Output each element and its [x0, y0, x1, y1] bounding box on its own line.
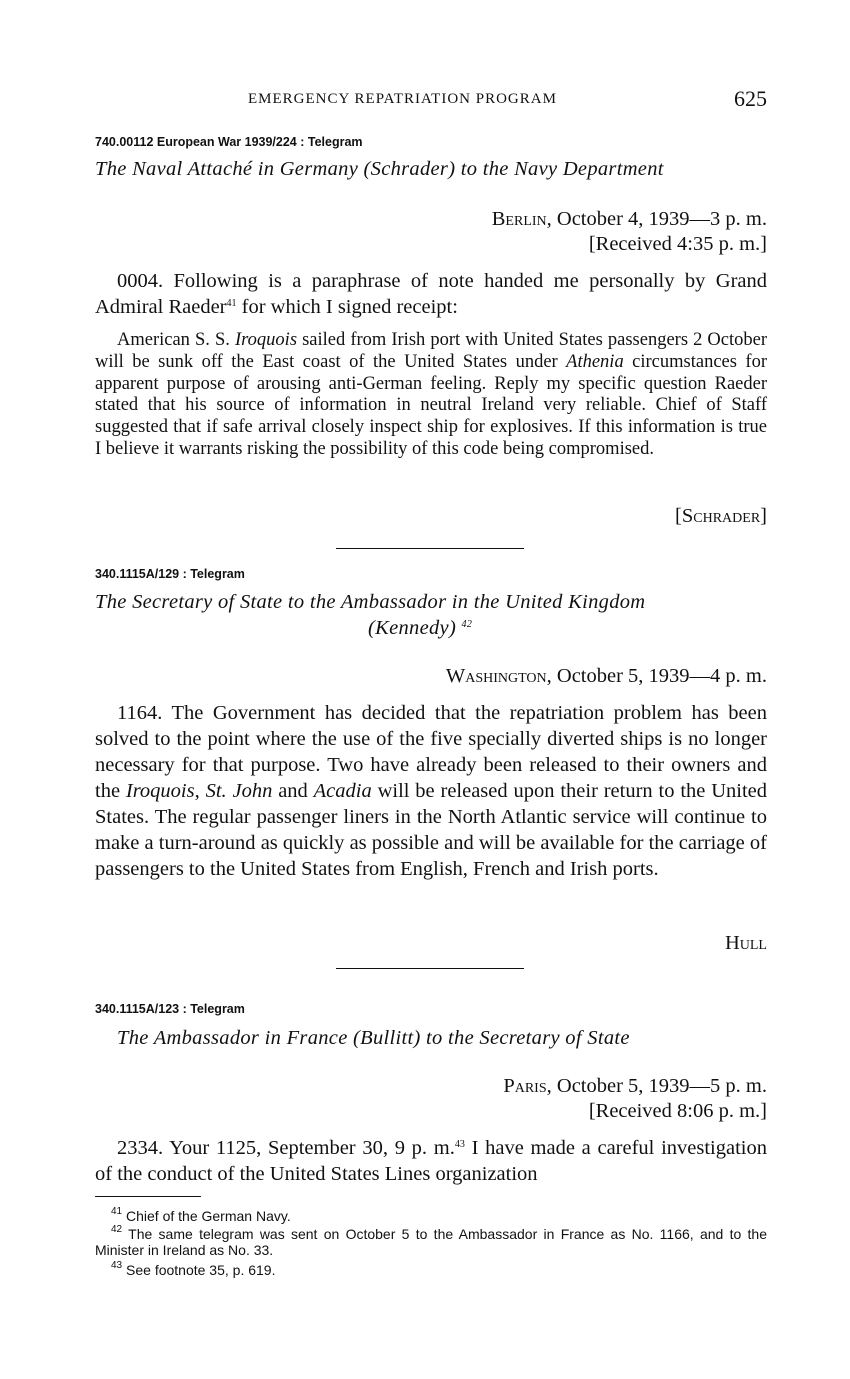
- separator: ,: [194, 780, 206, 802]
- doc1-heading: The Naval Attaché in Germany (Schrader) to the Navy Department: [95, 158, 664, 180]
- separator: and: [272, 780, 314, 802]
- doc1-body-text-end: for which I signed receipt:: [236, 296, 458, 318]
- doc2-body-text-a: 1164. The Government has decided that the repatriation problem has been solved to the point where the use of the five specially diverted ships is no longer necessary for that purpose. Two have already been released to their owners and the: [95, 702, 767, 802]
- doc1-dateline: [492, 208, 767, 231]
- doc1-file-reference: 740.00112 European War 1939/224 : Telegram: [95, 135, 363, 149]
- quote-text-c: circumstances for apparent purpose of arousing anti-German feeling. Reply my specific question Raeder stated that his source of information in neutral Ireland very reliable. Chief of Staff suggested that if safe arrival closely inspect ship for explosives. If this information is true I believe it warrants risking the possibility of this code being compromised.: [95, 351, 767, 459]
- doc2-heading: The Secretary of State to the Ambassador in the United Kingdom: [95, 591, 646, 613]
- doc3-place: Paris: [503, 1075, 547, 1097]
- doc1-body: [95, 268, 767, 320]
- doc2-signature: Hull: [724, 932, 767, 954]
- doc2-body-text-b: will be released upon their return to the United States. The regular passenger liners in the North Atlantic service will continue to make a turn-around as quickly as possible and will be available for the carriage of passengers to the United States from English, French and Irish ports.: [95, 780, 767, 880]
- doc3-received: [Received 8:06 p. m.]: [588, 1100, 767, 1122]
- ship-name-acadia: Acadia: [313, 780, 372, 802]
- doc1-signature: [Schrader]: [675, 505, 767, 527]
- doc3-file-reference: 340.1115A/123 : Telegram: [95, 1002, 245, 1016]
- footnote-ref-43: 43: [454, 1139, 465, 1150]
- doc1-date: , October 4, 1939—3 p. m.: [546, 208, 767, 230]
- doc2-body: [95, 700, 767, 882]
- quote-text-b: sailed from Irish port with United States passengers 2 October will be sunk off the East coast of the United States under: [95, 330, 768, 372]
- footnote-number: 42: [111, 1224, 123, 1235]
- running-title: EMERGENCY REPATRIATION PROGRAM: [248, 91, 557, 107]
- doc3-date: , October 5, 1939—5 p. m.: [546, 1075, 767, 1097]
- footnote-ref-41: 41: [226, 298, 237, 309]
- doc3-body-text-b: I have made a careful investigation of the conduct of the United States Lines organization: [95, 1137, 767, 1185]
- footnote-ref-42: 42: [461, 619, 473, 630]
- doc2-place: Washington: [445, 665, 547, 687]
- footnote-rule: [95, 1196, 201, 1197]
- doc2-date: , October 5, 1939—4 p. m.: [546, 665, 767, 687]
- doc2-heading-line2: [368, 617, 472, 640]
- footnote-text: Chief of the German Navy.: [122, 1208, 291, 1224]
- footnote-41: [95, 1208, 767, 1224]
- footnote-43: [95, 1262, 767, 1278]
- doc1-received: [Received 4:35 p. m.]: [588, 233, 767, 255]
- doc3-body: [95, 1135, 767, 1187]
- doc1-quoted-note: [95, 330, 767, 461]
- doc2-file-reference: 340.1115A/129 : Telegram: [95, 567, 245, 581]
- doc3-heading: The Ambassador in France (Bullitt) to the Secretary of State: [117, 1027, 630, 1049]
- footnote-42: [95, 1226, 767, 1258]
- doc3-dateline: [503, 1075, 767, 1098]
- footnote-text: See footnote 35, p. 619.: [122, 1262, 276, 1278]
- doc1-body-text: 0004. Following is a paraphrase of note handed me personally by Grand Admiral Raeder: [95, 270, 767, 318]
- ship-name-athenia: Athenia: [566, 351, 624, 372]
- section-divider: [336, 968, 524, 969]
- quote-text-a: American S. S.: [117, 330, 235, 350]
- footnote-text: The same telegram was sent on October 5 to the Ambassador in France as No. 1166, and to the Minister in Ireland as No. 33.: [95, 1226, 767, 1258]
- ship-name-iroquois: Iroquois: [235, 330, 298, 350]
- footnote-number: 43: [111, 1260, 123, 1271]
- doc2-dateline: [446, 665, 767, 688]
- doc3-body-text-a: 2334. Your 1125, September 30, 9 p. m.: [117, 1137, 455, 1159]
- page-number: 625: [734, 86, 767, 111]
- doc2-addressee: (Kennedy): [368, 617, 457, 639]
- ship-name-st-john: St. John: [205, 780, 273, 802]
- footnote-number: 41: [111, 1206, 123, 1217]
- doc1-place: Berlin: [491, 208, 547, 230]
- ship-name-iroquois: Iroquois: [125, 780, 195, 802]
- section-divider: [336, 548, 524, 549]
